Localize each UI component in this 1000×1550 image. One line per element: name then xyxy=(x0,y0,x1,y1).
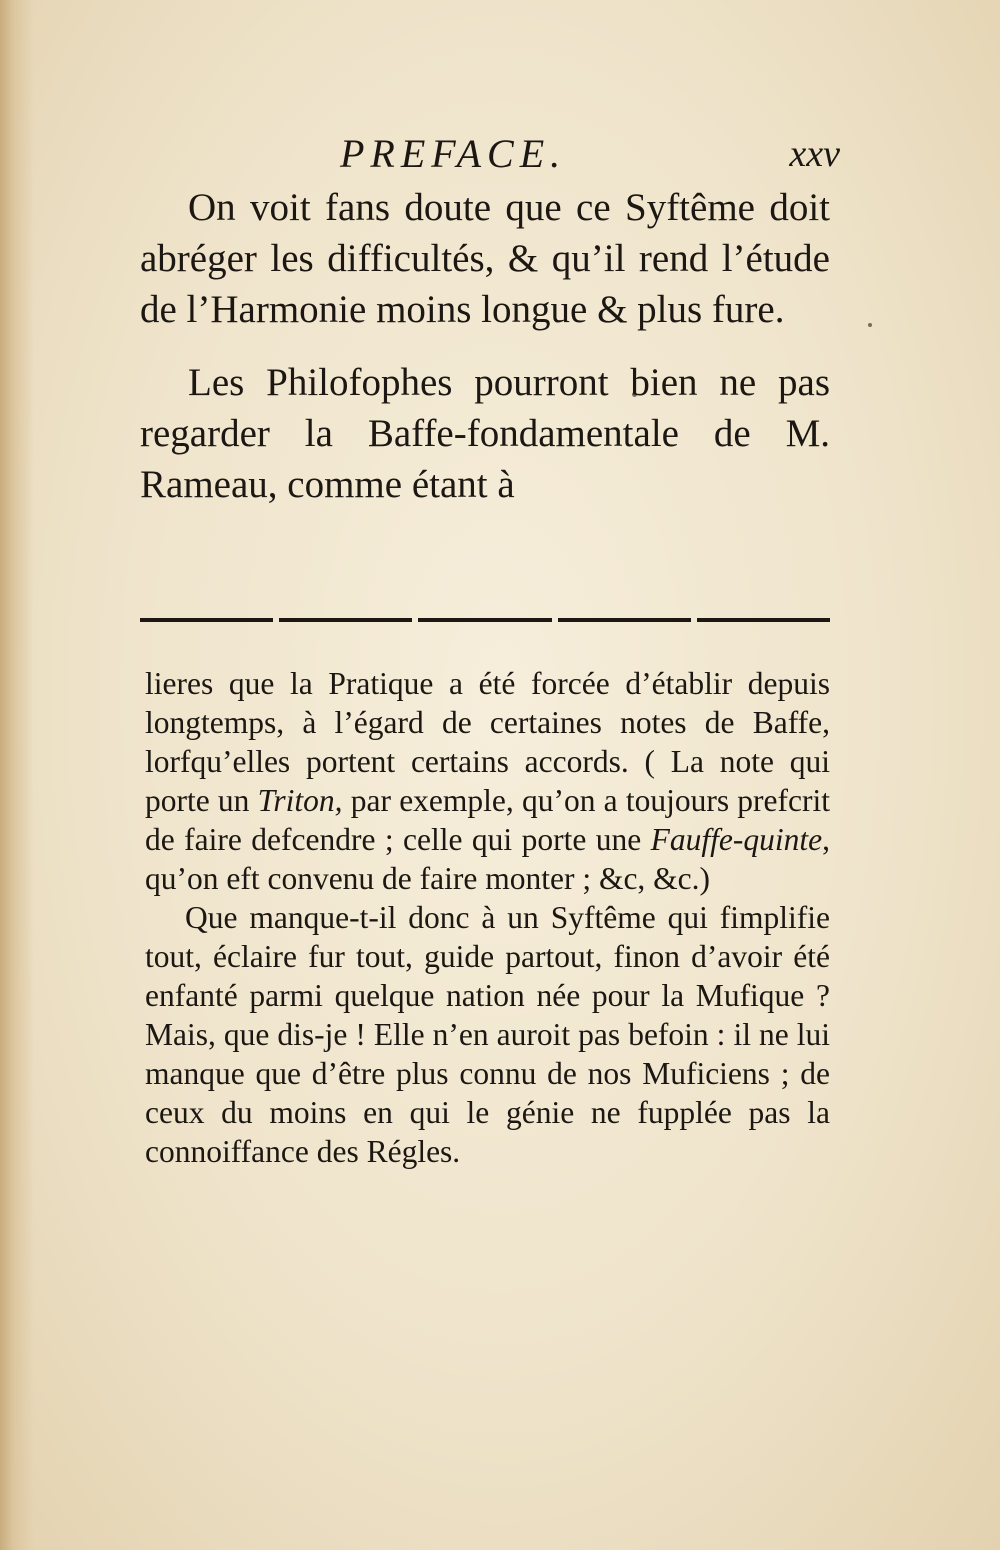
main-text-block xyxy=(140,182,830,510)
rule-segment xyxy=(697,618,830,622)
main-paragraph: Les Philofophes pourront bien ne pas regarder la Baffe-fondamentale de M. Rameau, comme étant à xyxy=(140,361,830,506)
rule-segment xyxy=(558,618,691,622)
page-header xyxy=(140,130,840,178)
ink-speck xyxy=(868,323,872,327)
footnote-separator-rule xyxy=(140,616,830,626)
binding-edge xyxy=(0,0,34,1550)
page-number: xxv xyxy=(789,133,840,175)
footnote-italic-term: Triton, xyxy=(257,783,343,818)
footnote-text-segment: lieres que la Pratique a été forcée d’établir depuis longtemps, à l’égard de certaines notes de Baffe, lorfqu’elles portent certains accords. ( La note qui porte un xyxy=(145,666,830,818)
footnote-paragraph: Que manque-t-il donc à un Syftême qui fimplifie tout, éclaire fur tout, guide partout, finon d’avoir été enfanté parmi quelque nation née pour la Mufique ? Mais, que dis-je ! Elle n’en auroit pas befoin : il ne lui manque que d’être plus connu de nos Muficiens ; de ceux du moins en qui le génie ne fupplée pas la connoiffance des Régles. xyxy=(145,900,830,1169)
footnote-paragraph xyxy=(145,664,830,898)
rule-segment xyxy=(140,618,273,622)
running-title: PREFACE. xyxy=(340,131,567,176)
main-paragraph: On voit fans doute que ce Syftême doit abréger les difficultés, & qu’il rend l’étude de l’Harmonie moins longue & plus fure. xyxy=(140,186,830,331)
footnote-text-segment: , qu’on eft convenu de faire monter ; &c, &c.) xyxy=(145,822,830,896)
rule-segment xyxy=(418,618,551,622)
footnote-text-block xyxy=(145,664,830,1171)
footnote-italic-term: Fauffe-quinte xyxy=(650,822,823,857)
footnote-text-segment: par exemple, qu’on a toujours prefcrit de faire defcendre ; celle qui porte une xyxy=(145,783,830,857)
rule-segment xyxy=(279,618,412,622)
